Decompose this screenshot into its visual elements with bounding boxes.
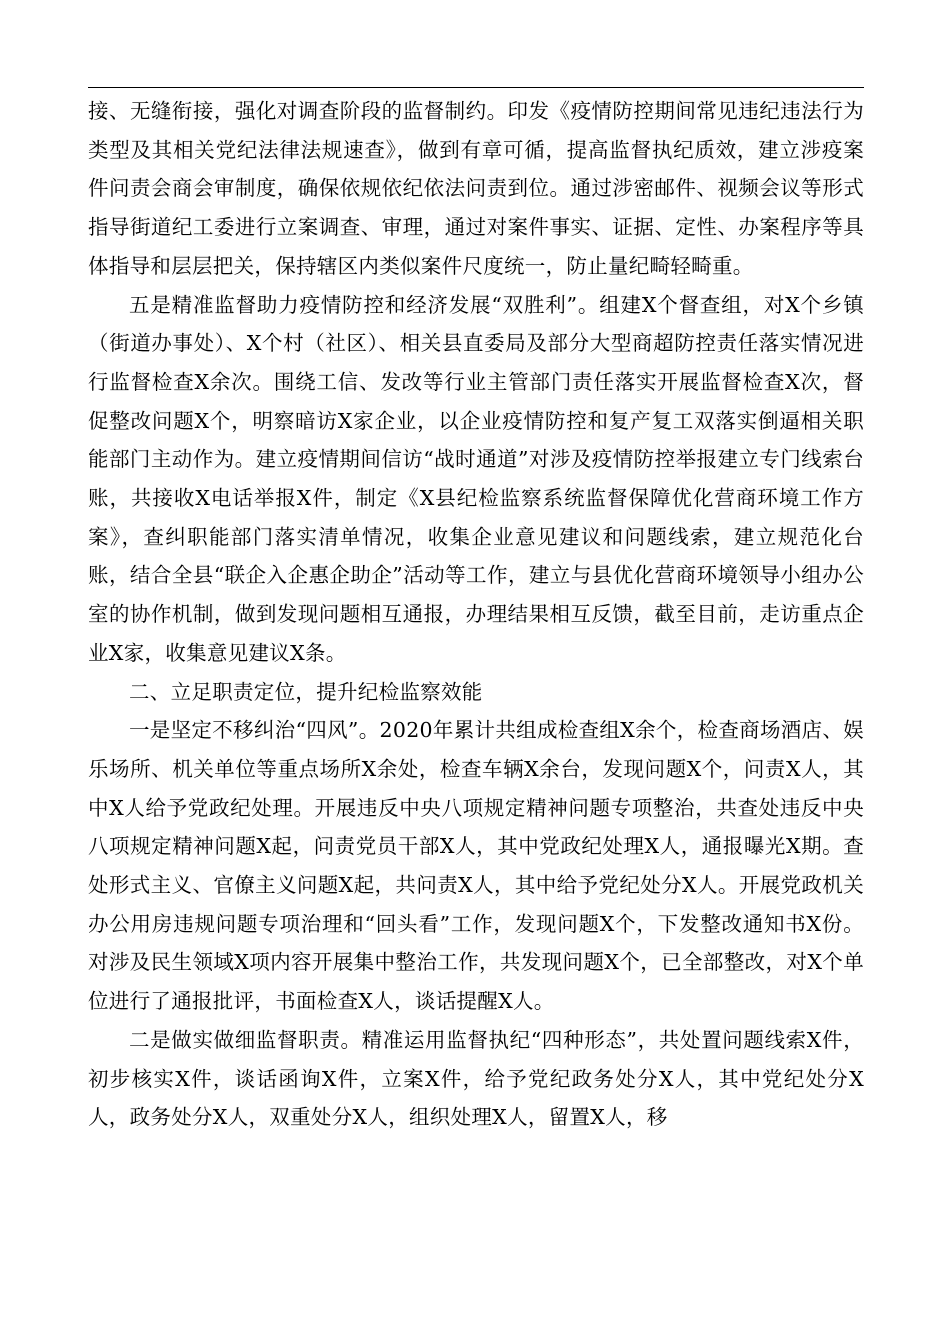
paragraph: 五是精准监督助力疫情防控和经济发展“双胜利”。组建X个督查组，对X个乡镇（街道办事处）、X个村（社区）、相关县直委局及部分大型商超防控责任落实情况进行监督检查X余次。围绕工信、发改等行业主管部门责任落实开展监督检查X次，督促整改问题X个，明察暗访X家企业，以企业疫情防控和复产复工双落实倒逼相关职能部门主动作为。建立疫情期间信访“战时通道”对涉及疫情防控举报建立专门线索台账，共接收X电话举报X件，制定《X县纪检监察系统监督保障优化营商环境工作方案》，查纠职能部门落实清单情况，收集企业意见建议和问题线索，建立规范化台账，结合全县“联企入企惠企助企”活动等工作，建立与县优化营商环境领导小组办公室的协作机制，做到发现问题相互通报，办理结果相互反馈，截至目前，走访重点企业X家，收集意见建议X条。 — [88, 292, 864, 665]
paragraph: 接、无缝衔接，强化对调查阶段的监督制约。印发《疫情防控期间常见违纪违法行为类型及其相关党纪法律法规速查》，做到有章可循，提高监督执纪质效，建立涉疫案件问责会商会审制度，确保依规依纪依法问责到位。通过涉密邮件、视频会议等形式指导街道纪工委进行立案调查、审理，通过对案件事实、证据、定性、办案程序等具体指导和层层把关，保持辖区内类似案件尺度统一，防止量纪畸轻畸重。 — [88, 99, 864, 278]
document-body — [88, 92, 864, 1137]
header-rule — [88, 87, 864, 88]
paragraph: 一是坚定不移纠治“四风”。2020年累计共组成检查组X余个，检查商场酒店、娱乐场所、机关单位等重点场所X余处，检查车辆X余台，发现问题X个，问责X人，其中X人给予党政纪处理。开展违反中央八项规定精神问题专项整治，共查处违反中央八项规定精神问题X起，问责党员干部X人，其中党政纪处理X人，通报曝光X期。查处形式主义、官僚主义问题X起，共问责X人，其中给予党纪处分X人。开展党政机关办公用房违规问题专项治理和“回头看”工作，发现问题X个，下发整改通知书X份。对涉及民生领域X项内容开展集中整治工作，共发现问题X个，已全部整改，对X个单位进行了通报批评，书面检查X人，谈话提醒X人。 — [88, 718, 864, 1014]
paragraph: 二是做实做细监督职责。精准运用监督执纪“四种形态”，共处置问题线索X件，初步核实X件，谈话函询X件，立案X件，给予党纪政务处分X人，其中党纪处分X人，政务处分X人，双重处分X人，组织处理X人，留置X人，移 — [88, 1027, 864, 1130]
section-heading: 二、立足职责定位，提升纪检监察效能 — [129, 679, 483, 704]
